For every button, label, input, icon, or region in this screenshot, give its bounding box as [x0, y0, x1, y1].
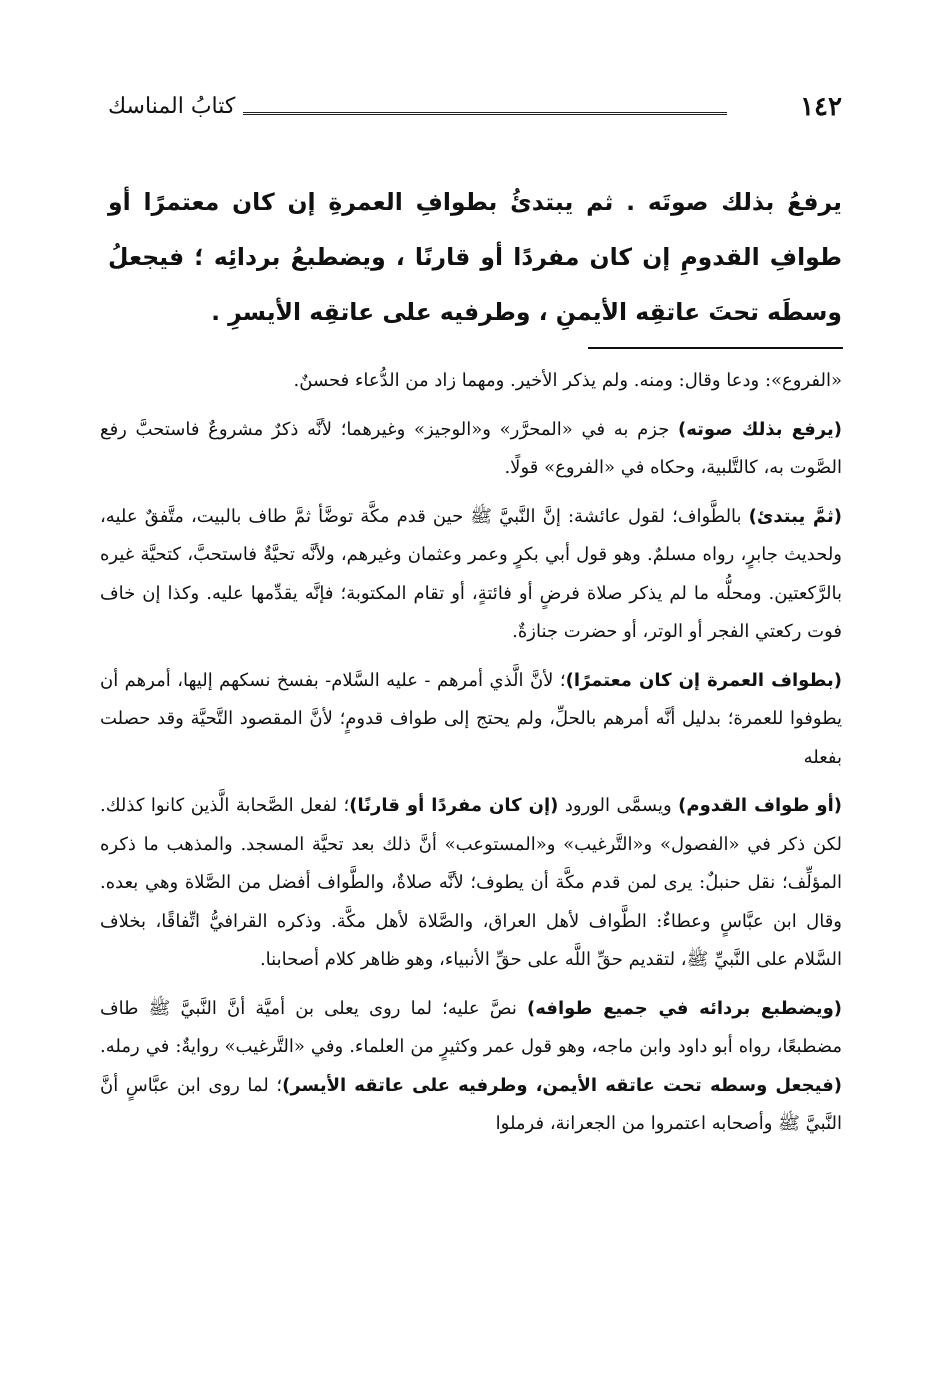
quoted-phrase: (بطواف العمرة إن كان معتمرًا): [565, 669, 842, 691]
commentary-paragraph-6: [100, 990, 842, 1144]
commentary-text: بالطَّواف؛ لقول عائشة: إنَّ النَّبيَّ ﷺ حين قدم مكَّة توضَّأ ثمَّ طاف بالبيت، متَّفقٌ عليه، ولحديث جابرٍ، رواه مسلمٌ. وهو قول أبي بكرٍ وعمر وعثمان وغيرهم، ولأنَّه تحيَّةٌ فاستحبَّ، كتحيَّة غيره بالرَّكعتين. ومحلُّه ما لم يذكر صلاة فرضٍ أو فائتةٍ، أو تقام المكتوبة؛ فإنَّه يقدِّمها عليه. وكذا إن خاف فوت ركعتي الفجر أو الوتر، أو حضرت جنازةٌ.: [100, 505, 842, 642]
quoted-phrase: (إن كان مفردًا أو قارنًا): [349, 795, 559, 816]
separator-rule: [588, 347, 843, 349]
commentary-paragraph-4: [100, 662, 842, 778]
quoted-phrase: (ثمَّ يبتدئ): [748, 505, 842, 527]
page-header: [108, 92, 842, 132]
commentary-text: ؛ لما روى ابن عبَّاسٍ أنَّ النَّبيَّ ﷺ وأصحابه اعتمروا من الجعرانة، فرملوا: [100, 1074, 842, 1134]
commentary-text: نصَّ عليه؛ لما روى يعلى بن أميَّة أنَّ النَّبيَّ ﷺ طاف مضطبعًا، رواه أبو داود وابن ماجه، وهو قول عمر وكثيرٍ من العلماء. وفي «التَّرغيب» روايةٌ: في رمله.: [100, 997, 842, 1057]
quoted-phrase: (ويضطبع بردائه في جميع طوافه): [527, 997, 842, 1019]
commentary: [100, 362, 842, 1154]
commentary-text: جزم به في «المحرَّر» و«الوجيز» وغيرهما؛ لأنَّه ذكرٌ مشروعٌ فاستحبَّ رفع الصَّوت به، كالتَّلبية، وحكاه في «الفروع» قولًا.: [100, 418, 842, 478]
running-title: كتابُ المناسك: [108, 94, 236, 119]
main-text: يرفعُ بذلك صوتَه . ثم يبتدئُ بطوافِ العمرةِ إن كان معتمرًا أو طوافِ القدومِ إن كان مفردًا أو قارنًا ، ويضطبعُ بردائِه ؛ فيجعلُ وسطَه تحتَ عاتقِه الأيمنِ ، وطرفيه على عاتقِه الأيسرِ .: [108, 188, 842, 326]
commentary-paragraph-2: [100, 411, 842, 488]
quoted-phrase: (أو طواف القدوم): [678, 795, 842, 816]
commentary-text: ويسمَّى الورود: [558, 795, 679, 816]
commentary-paragraph-1: «الفروع»: ودعا وقال: ومنه. ولم يذكر الأخير. ومهما زاد من الدُّعاء فحسنٌ.: [293, 370, 842, 391]
header-rule: [243, 112, 727, 118]
page-number: ١٤٢: [800, 92, 842, 122]
commentary-paragraph-5: [100, 787, 842, 980]
commentary-text: ؛ لفعل الصَّحابة الَّذين كانوا كذلك. لكن ذكر في «الفصول» و«التَّرغيب» و«المستوعب» أنَّ ذلك بعد تحيَّة المسجد. والمذهب ما ذكره المؤلِّف؛ نقل حنبلٌ: يرى لمن قدم مكَّة أن يطوف؛ لأنَّه صلاةٌ، والطَّواف أفضل من الصَّلاة وهي بعده. وقال ابن عبَّاسٍ وعطاءٌ: الطَّواف لأهل العراق، والصَّلاة لأهل مكَّة. وذكره القرافيُّ اتِّفاقًا، بخلاف السَّلام على النَّبيِّ ﷺ، لتقديم حقِّ اللَّه على حقِّ الأنبياء، وهو ظاهر كلام أصحابنا.: [100, 795, 842, 970]
quoted-phrase: (يرفع بذلك صوته): [678, 418, 842, 440]
quoted-phrase: (فيجعل وسطه تحت عاتقه الأيمن، وطرفيه على عاتقه الأيسر): [282, 1074, 842, 1096]
commentary-text: ؛ لأنَّ الَّذي أمرهم - عليه السَّلام- بفسخ نسكهم إليها، أمرهم أن يطوفوا للعمرة؛ بدليل أنَّه أمرهم بالحلِّ، ولم يحتج إلى طواف قدومٍ؛ لأنَّ المقصود التَّحيَّة وقد حصلت بفعله: [100, 669, 842, 768]
commentary-paragraph-3: [100, 498, 842, 652]
